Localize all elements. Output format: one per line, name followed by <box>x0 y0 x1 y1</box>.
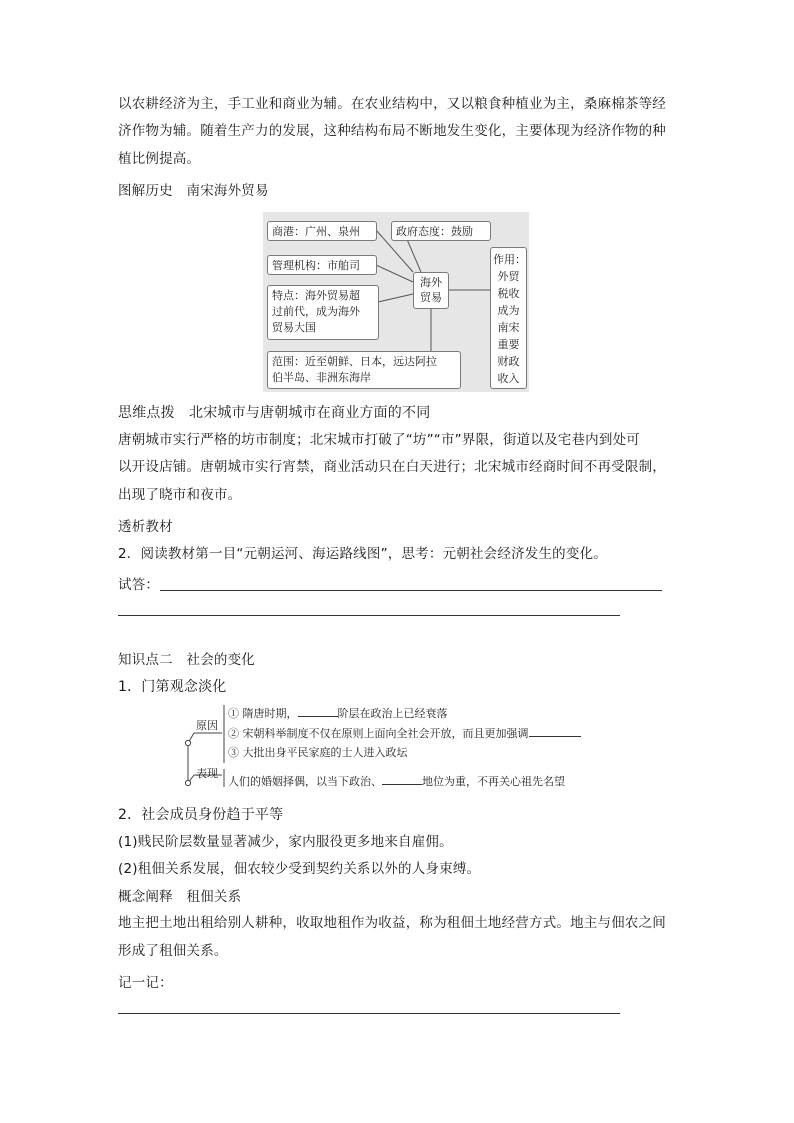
concept-title: 概念阐释 租佃关系 <box>118 889 242 905</box>
intro-line-1: 以农耕经济为主，手工业和商业为辅。在农业结构中，又以粮食种植业为主，桑麻棉茶等经 <box>118 96 666 112</box>
reason-1-prefix: ① 隋唐时期， <box>228 707 298 720</box>
performance-blank[interactable] <box>382 773 422 785</box>
reason-2-text: ② 宋朝科举制度不仅在原则上面向全社会开放，而且更加强调 <box>228 727 529 740</box>
trade-scope-box: 范围：近至朝鲜、日本，远达阿拉 伯半岛、非洲东海岸 <box>267 351 461 389</box>
performance-suffix: 地位为重，不再关心祖先名望 <box>422 775 565 788</box>
lineage-concept-diagram <box>180 703 620 793</box>
reason-label: 原因 <box>196 719 218 732</box>
trade-role-box: 作用： 外贸 税收 成为 南宋 重要 财政 收入 <box>490 247 527 389</box>
memo-line[interactable] <box>118 1013 620 1014</box>
trade-port-box: 商港：广州、泉州 <box>267 221 377 241</box>
thinking-line-1: 唐朝城市实行严格的坊市制度；北宋城市打破了“坊”“市”界限，街道以及宅巷内到处可 <box>118 432 640 448</box>
performance-label: 表现 <box>196 767 218 780</box>
memo-label: 记一记： <box>118 975 173 991</box>
section-title: 知识点二 社会的变化 <box>118 652 255 668</box>
government-attitude-box: 政府态度：鼓励 <box>391 221 491 241</box>
reason-1-suffix: 阶层在政治上已经衰落 <box>337 707 448 720</box>
management-office-box: 管理机构：市舶司 <box>267 255 377 275</box>
concept-line-2: 形成了租佃关系。 <box>118 943 228 959</box>
performance-prefix: 人们的婚姻择偶，以当下政治、 <box>228 775 382 788</box>
answer-line-1[interactable] <box>160 590 662 591</box>
diagram-title: 图解历史 南宋海外贸易 <box>118 183 269 199</box>
point-1: (1)贱民阶层数量显著减少，家内服役更多地来自雇佣。 <box>118 834 453 850</box>
intro-line-3: 植比例提高。 <box>118 151 201 167</box>
performance-text <box>228 773 565 790</box>
answer-label: 试答： <box>118 577 160 593</box>
reason-3: ③ 大批出身平民家庭的士人进入政坛 <box>228 746 408 759</box>
intro-line-2: 济作物为辅。随着生产力的发展，这种结构布局不断地发生变化，主要体现为经济作物的种 <box>118 123 666 139</box>
textbook-question: 2．阅读教材第一目“元朝运河、海运路线图”，思考：元朝社会经济发生的变化。 <box>118 546 607 562</box>
reason-2 <box>228 725 581 742</box>
point-2: (2)租佃关系发展，佃农较少受到契约关系以外的人身束缚。 <box>118 861 481 877</box>
overseas-trade-center-box: 海外 贸易 <box>413 272 449 309</box>
item-2-title: 2．社会成员身份趋于平等 <box>118 807 284 823</box>
item-1-title: 1．门第观念淡化 <box>118 679 227 695</box>
reason-1 <box>228 705 448 722</box>
thinking-line-3: 出现了晓市和夜市。 <box>118 487 242 503</box>
trade-features-box: 特点：海外贸易超 过前代，成为海外 贸易大国 <box>267 285 379 340</box>
reason-1-blank[interactable] <box>298 705 338 717</box>
thinking-line-2: 以开设店铺。唐朝城市实行宵禁，商业活动只在白天进行；北宋城市经商时间不再受限制， <box>118 459 666 475</box>
overseas-trade-diagram <box>263 212 529 392</box>
reason-2-blank[interactable] <box>529 725 581 737</box>
answer-line-2[interactable] <box>118 615 620 616</box>
concept-line-1: 地主把土地出租给别人耕种，收取地租作为收益，称为租佃土地经营方式。地主与佃农之间 <box>118 915 666 931</box>
textbook-title: 透析教材 <box>118 519 173 535</box>
thinking-title: 思维点拨 北宋城市与唐朝城市在商业方面的不同 <box>118 405 431 421</box>
